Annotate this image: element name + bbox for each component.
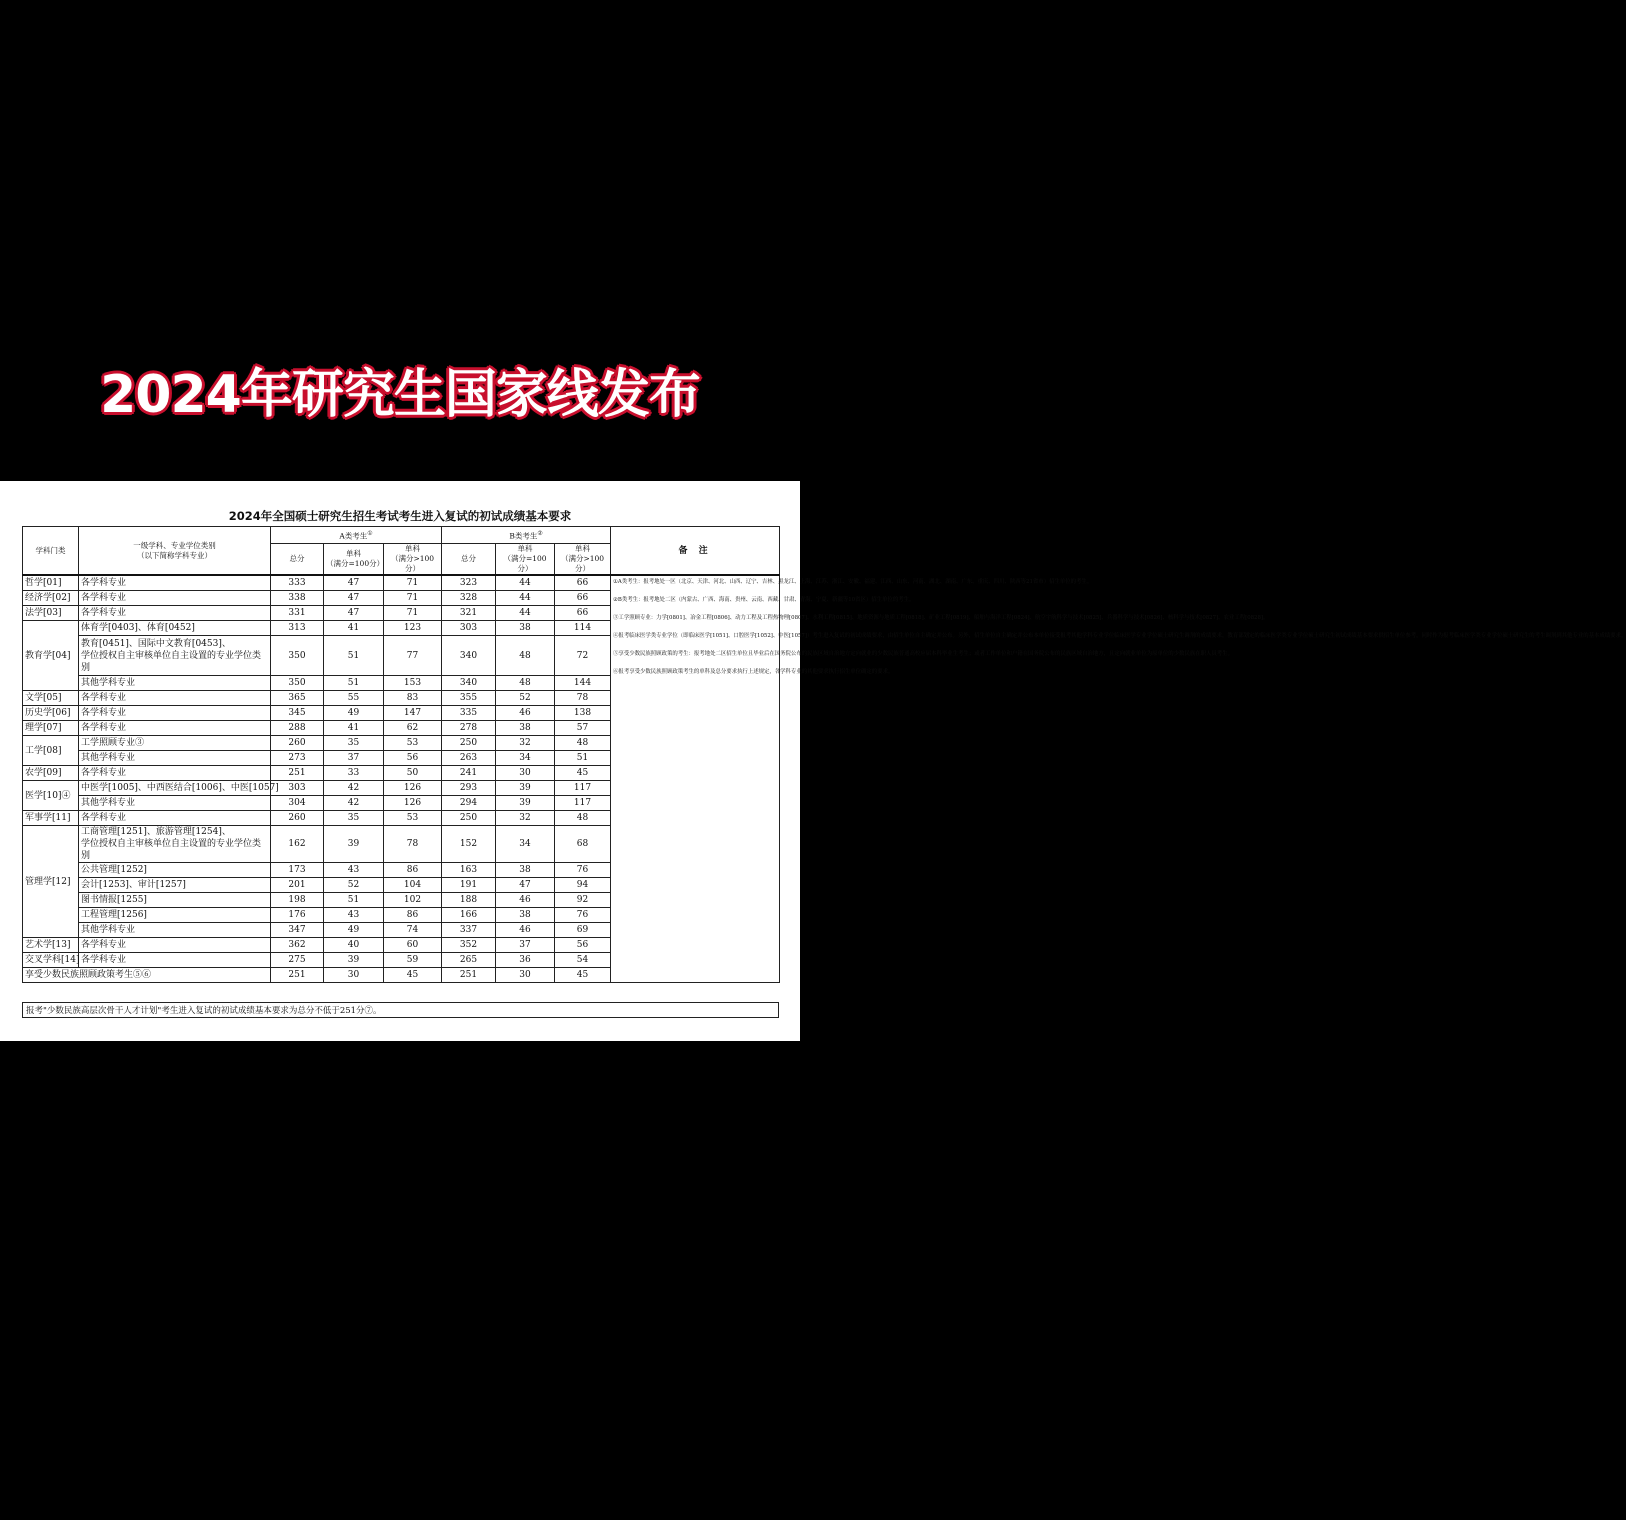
row-a-single-100: 41 bbox=[324, 721, 384, 736]
row-discipline: 各学科专业 bbox=[79, 938, 271, 953]
header-discipline-sub: （以下简称学科专业） bbox=[137, 550, 212, 560]
row-discipline: 各学科专业 bbox=[79, 606, 271, 621]
header-discipline bbox=[79, 527, 271, 576]
row-b-single-100: 37 bbox=[496, 938, 555, 953]
row-b-single-gt100: 66 bbox=[555, 591, 611, 606]
row-a-single-100: 51 bbox=[324, 893, 384, 908]
notes-cell bbox=[611, 575, 1626, 983]
row-discipline: 工商管理[1251]、旅游管理[1254]、 学位授权自主审核单位自主设置的专业学位类别 bbox=[79, 826, 271, 863]
row-a-single-gt100: 86 bbox=[384, 908, 442, 923]
header-b-single-100: 单科 （满分=100分） bbox=[496, 544, 555, 576]
header-a-total: 总分 bbox=[271, 544, 324, 576]
header-a-single-gt100: 单科 （满分>100分） bbox=[384, 544, 442, 576]
row-a-single-100: 40 bbox=[324, 938, 384, 953]
row-a-single-gt100: 153 bbox=[384, 676, 442, 691]
row-a-single-100: 51 bbox=[324, 636, 384, 676]
header-discipline-main: 一级学科、专业学位类别 bbox=[133, 540, 216, 550]
note-2: ②B类考生：报考地处二区（内蒙古、广西、海南、贵州、云南、西藏、甘肃、青海、宁夏、新疆等10省区）招生单位的考生。 bbox=[613, 597, 915, 603]
row-b-total: 265 bbox=[442, 953, 496, 968]
row-a-single-100: 33 bbox=[324, 766, 384, 781]
row-category: 经济学[02] bbox=[23, 591, 79, 606]
row-a-single-100: 30 bbox=[324, 968, 384, 983]
note-6: ⑥报考享受少数民族照顾政策考生的单科及总分要求执行上述规定，各学科专业的其他要求执行招生单位确定的要求。 bbox=[613, 669, 894, 675]
row-b-single-100: 46 bbox=[496, 923, 555, 938]
row-b-single-100: 46 bbox=[496, 893, 555, 908]
row-a-total: 331 bbox=[271, 606, 324, 621]
row-a-single-100: 41 bbox=[324, 621, 384, 636]
row-category: 交叉学科[14] bbox=[23, 953, 79, 968]
row-discipline: 各学科专业 bbox=[79, 691, 271, 706]
row-a-single-gt100: 50 bbox=[384, 766, 442, 781]
row-b-single-gt100: 72 bbox=[555, 636, 611, 676]
row-a-single-100: 42 bbox=[324, 796, 384, 811]
row-b-total: 188 bbox=[442, 893, 496, 908]
row-a-total: 251 bbox=[271, 766, 324, 781]
row-b-single-gt100: 117 bbox=[555, 796, 611, 811]
row-a-total: 288 bbox=[271, 721, 324, 736]
row-b-single-gt100: 56 bbox=[555, 938, 611, 953]
row-discipline: 教育[0451]、国际中文教育[0453]、 学位授权自主审核单位自主设置的专业学位类别 bbox=[79, 636, 271, 676]
document-title: 2024年全国硕士研究生招生考试考生进入复试的初试成绩基本要求 bbox=[228, 509, 572, 523]
row-b-total: 250 bbox=[442, 811, 496, 826]
row-b-total: 263 bbox=[442, 751, 496, 766]
row-a-total: 345 bbox=[271, 706, 324, 721]
row-a-single-100: 43 bbox=[324, 863, 384, 878]
row-a-single-100: 47 bbox=[324, 575, 384, 591]
row-b-total: 340 bbox=[442, 676, 496, 691]
row-b-single-gt100: 66 bbox=[555, 606, 611, 621]
row-b-single-gt100: 117 bbox=[555, 781, 611, 796]
row-a-single-100: 47 bbox=[324, 606, 384, 621]
row-discipline: 公共管理[1252] bbox=[79, 863, 271, 878]
row-a-total: 201 bbox=[271, 878, 324, 893]
row-discipline: 各学科专业 bbox=[79, 766, 271, 781]
row-discipline: 其他学科专业 bbox=[79, 676, 271, 691]
row-b-total: 340 bbox=[442, 636, 496, 676]
note-3: ③工学照顾专业：力学[0801]、冶金工程[0806]、动力工程及工程热物理[0807]、水利工程[0815]、地质资源与地质工程[0818]、矿业工程[0819]、船舶与海洋工程[0824]、航空宇航科学与技术[0825]、兵器科学与技术[0826]、核科学与技术[0827]、农业工程[0828]。 bbox=[613, 615, 1269, 621]
row-a-single-gt100: 71 bbox=[384, 575, 442, 591]
row-discipline: 各学科专业 bbox=[79, 591, 271, 606]
row-a-single-100: 42 bbox=[324, 781, 384, 796]
row-a-single-gt100: 53 bbox=[384, 811, 442, 826]
row-category: 军事学[11] bbox=[23, 811, 79, 826]
row-a-single-gt100: 71 bbox=[384, 591, 442, 606]
row-b-single-gt100: 76 bbox=[555, 908, 611, 923]
row-discipline: 各学科专业 bbox=[79, 953, 271, 968]
row-a-single-100: 43 bbox=[324, 908, 384, 923]
row-discipline: 中医学[1005]、中西医结合[1006]、中医[1057] bbox=[79, 781, 271, 796]
row-a-single-gt100: 77 bbox=[384, 636, 442, 676]
row-a-single-gt100: 45 bbox=[384, 968, 442, 983]
note-5: ⑤享受少数民族照顾政策的考生：报考地处二区招生单位且毕业后在国务院公布的民族区域自治地方定向就业的少数民族普通高校应届本科毕业生考生；或者工作单位和户籍在国务院公布的民族区域自治地方，且定向就业单位为原单位的少数民族在职人员考生。 bbox=[613, 651, 1233, 657]
row-category: 历史学[06] bbox=[23, 706, 79, 721]
row-b-total: 166 bbox=[442, 908, 496, 923]
row-a-single-gt100: 74 bbox=[384, 923, 442, 938]
row-b-single-100: 34 bbox=[496, 751, 555, 766]
row-a-single-100: 37 bbox=[324, 751, 384, 766]
header-group-b bbox=[442, 527, 611, 544]
row-b-total: 152 bbox=[442, 826, 496, 863]
row-b-total: 321 bbox=[442, 606, 496, 621]
row-b-single-100: 44 bbox=[496, 575, 555, 591]
row-a-total: 176 bbox=[271, 908, 324, 923]
row-a-single-100: 35 bbox=[324, 736, 384, 751]
row-b-single-100: 38 bbox=[496, 863, 555, 878]
row-b-single-100: 39 bbox=[496, 781, 555, 796]
row-category: 工学[08] bbox=[23, 736, 79, 766]
row-b-total: 250 bbox=[442, 736, 496, 751]
row-a-single-gt100: 60 bbox=[384, 938, 442, 953]
header-category: 学科门类 bbox=[23, 527, 79, 576]
row-b-single-gt100: 45 bbox=[555, 968, 611, 983]
row-a-single-100: 35 bbox=[324, 811, 384, 826]
row-a-total: 365 bbox=[271, 691, 324, 706]
row-a-single-100: 39 bbox=[324, 953, 384, 968]
header-notes: 备 注 bbox=[611, 527, 780, 576]
row-b-single-100: 46 bbox=[496, 706, 555, 721]
row-discipline: 各学科专业 bbox=[79, 721, 271, 736]
row-b-single-100: 38 bbox=[496, 721, 555, 736]
row-category: 享受少数民族照顾政策考生⑤⑥ bbox=[23, 968, 271, 983]
row-discipline: 会计[1253]、审计[1257] bbox=[79, 878, 271, 893]
note-4: ④报考临床医学类专业学位（即临床医学[1051]、口腔医学[1052]、中医[1057]）考生进入复试的初试成绩要求，由招生单位自主确定并公布。另外，招生单位自主确定并公布本单位接受报考其他学科专业学位临床医学专业学位硕士研究生调剂的成绩要求，教育部划定的临床医学类专业学位硕士研究生初试成绩基本要求供招生单位参考，同时作为报考临床医学类专业学位硕士研究生的考生调剂到其他专业的基本成绩要求。 bbox=[613, 633, 1626, 639]
row-b-single-gt100: 45 bbox=[555, 766, 611, 781]
row-b-single-gt100: 51 bbox=[555, 751, 611, 766]
row-b-single-gt100: 76 bbox=[555, 863, 611, 878]
row-a-single-100: 39 bbox=[324, 826, 384, 863]
row-b-total: 163 bbox=[442, 863, 496, 878]
row-b-single-100: 52 bbox=[496, 691, 555, 706]
row-b-total: 352 bbox=[442, 938, 496, 953]
row-b-single-gt100: 94 bbox=[555, 878, 611, 893]
row-b-single-gt100: 138 bbox=[555, 706, 611, 721]
row-a-single-gt100: 56 bbox=[384, 751, 442, 766]
row-a-single-gt100: 78 bbox=[384, 826, 442, 863]
row-b-total: 294 bbox=[442, 796, 496, 811]
row-a-total: 362 bbox=[271, 938, 324, 953]
row-category: 理学[07] bbox=[23, 721, 79, 736]
header-group-a-label: A类考生 bbox=[339, 531, 368, 541]
row-a-total: 260 bbox=[271, 736, 324, 751]
row-b-single-gt100: 114 bbox=[555, 621, 611, 636]
row-b-single-100: 34 bbox=[496, 826, 555, 863]
row-a-total: 251 bbox=[271, 968, 324, 983]
row-b-single-100: 30 bbox=[496, 766, 555, 781]
row-b-total: 328 bbox=[442, 591, 496, 606]
row-b-single-gt100: 68 bbox=[555, 826, 611, 863]
row-a-single-100: 49 bbox=[324, 706, 384, 721]
row-b-single-gt100: 66 bbox=[555, 575, 611, 591]
row-b-single-100: 38 bbox=[496, 621, 555, 636]
header-group-a bbox=[271, 527, 442, 544]
row-b-total: 323 bbox=[442, 575, 496, 591]
row-a-single-gt100: 71 bbox=[384, 606, 442, 621]
score-table bbox=[22, 526, 1626, 983]
header-b-single-gt100: 单科 （满分>100分） bbox=[555, 544, 611, 576]
row-discipline: 其他学科专业 bbox=[79, 796, 271, 811]
note-1: ①A类考生：报考地处一区（北京、天津、河北、山西、辽宁、吉林、黑龙江、上海、江苏、浙江、安徽、福建、江西、山东、河南、湖北、湖南、广东、重庆、四川、陕西等21省市）招生单位的考生。 bbox=[613, 579, 1093, 585]
row-a-total: 333 bbox=[271, 575, 324, 591]
row-b-single-gt100: 48 bbox=[555, 811, 611, 826]
row-b-single-100: 36 bbox=[496, 953, 555, 968]
row-a-single-gt100: 83 bbox=[384, 691, 442, 706]
row-b-total: 251 bbox=[442, 968, 496, 983]
row-discipline: 各学科专业 bbox=[79, 706, 271, 721]
row-b-total: 278 bbox=[442, 721, 496, 736]
row-a-single-gt100: 147 bbox=[384, 706, 442, 721]
row-b-total: 303 bbox=[442, 621, 496, 636]
row-category: 农学[09] bbox=[23, 766, 79, 781]
row-b-total: 293 bbox=[442, 781, 496, 796]
row-a-total: 260 bbox=[271, 811, 324, 826]
row-discipline: 其他学科专业 bbox=[79, 751, 271, 766]
row-a-total: 304 bbox=[271, 796, 324, 811]
row-a-total: 162 bbox=[271, 826, 324, 863]
header-b-total: 总分 bbox=[442, 544, 496, 576]
row-discipline: 体育学[0403]、体育[0452] bbox=[79, 621, 271, 636]
row-b-single-100: 48 bbox=[496, 676, 555, 691]
row-a-single-100: 47 bbox=[324, 591, 384, 606]
row-a-total: 303 bbox=[271, 781, 324, 796]
table-row bbox=[23, 575, 780, 591]
footnote: 报考"少数民族高层次骨干人才计划"考生进入复试的初试成绩基本要求为总分不低于251分⑦。 bbox=[22, 1002, 779, 1018]
header-group-a-mark: ① bbox=[367, 529, 373, 537]
row-a-single-gt100: 123 bbox=[384, 621, 442, 636]
row-discipline: 工程管理[1256] bbox=[79, 908, 271, 923]
row-a-total: 350 bbox=[271, 676, 324, 691]
row-a-total: 350 bbox=[271, 636, 324, 676]
row-discipline: 图书情报[1255] bbox=[79, 893, 271, 908]
header-a-single-100: 单科 （满分=100分） bbox=[324, 544, 384, 576]
row-a-single-100: 51 bbox=[324, 676, 384, 691]
header-group-b-mark: ② bbox=[537, 529, 543, 537]
row-a-single-gt100: 62 bbox=[384, 721, 442, 736]
row-category: 艺术学[13] bbox=[23, 938, 79, 953]
row-a-total: 313 bbox=[271, 621, 324, 636]
row-b-single-100: 32 bbox=[496, 811, 555, 826]
row-b-total: 355 bbox=[442, 691, 496, 706]
row-category: 教育学[04] bbox=[23, 621, 79, 691]
row-a-single-gt100: 53 bbox=[384, 736, 442, 751]
row-b-single-100: 44 bbox=[496, 591, 555, 606]
row-category: 法学[03] bbox=[23, 606, 79, 621]
row-a-single-gt100: 126 bbox=[384, 796, 442, 811]
row-category: 文学[05] bbox=[23, 691, 79, 706]
row-discipline: 各学科专业 bbox=[79, 575, 271, 591]
header-group-b-label: B类考生 bbox=[509, 531, 538, 541]
row-b-single-100: 30 bbox=[496, 968, 555, 983]
row-a-total: 347 bbox=[271, 923, 324, 938]
row-a-single-gt100: 59 bbox=[384, 953, 442, 968]
row-discipline: 工学照顾专业③ bbox=[79, 736, 271, 751]
row-b-total: 241 bbox=[442, 766, 496, 781]
row-category: 哲学[01] bbox=[23, 575, 79, 591]
row-a-total: 338 bbox=[271, 591, 324, 606]
row-b-single-gt100: 54 bbox=[555, 953, 611, 968]
document-page bbox=[0, 481, 1626, 1041]
row-b-single-100: 32 bbox=[496, 736, 555, 751]
headline: 2024年研究生国家线发布 bbox=[100, 365, 700, 425]
row-a-single-gt100: 86 bbox=[384, 863, 442, 878]
row-discipline: 其他学科专业 bbox=[79, 923, 271, 938]
row-a-total: 173 bbox=[271, 863, 324, 878]
row-b-single-gt100: 78 bbox=[555, 691, 611, 706]
row-b-single-gt100: 92 bbox=[555, 893, 611, 908]
row-a-single-gt100: 104 bbox=[384, 878, 442, 893]
row-b-single-100: 47 bbox=[496, 878, 555, 893]
row-a-single-gt100: 126 bbox=[384, 781, 442, 796]
row-b-single-100: 44 bbox=[496, 606, 555, 621]
row-category: 管理学[12] bbox=[23, 826, 79, 938]
row-b-total: 191 bbox=[442, 878, 496, 893]
row-a-total: 275 bbox=[271, 953, 324, 968]
row-b-total: 337 bbox=[442, 923, 496, 938]
row-b-single-gt100: 69 bbox=[555, 923, 611, 938]
row-discipline: 各学科专业 bbox=[79, 811, 271, 826]
row-b-single-100: 48 bbox=[496, 636, 555, 676]
row-b-total: 335 bbox=[442, 706, 496, 721]
row-category: 医学[10]④ bbox=[23, 781, 79, 811]
row-a-single-100: 52 bbox=[324, 878, 384, 893]
row-a-total: 198 bbox=[271, 893, 324, 908]
row-b-single-100: 39 bbox=[496, 796, 555, 811]
row-a-single-100: 49 bbox=[324, 923, 384, 938]
row-b-single-100: 38 bbox=[496, 908, 555, 923]
row-a-single-100: 55 bbox=[324, 691, 384, 706]
row-a-total: 273 bbox=[271, 751, 324, 766]
row-b-single-gt100: 48 bbox=[555, 736, 611, 751]
row-b-single-gt100: 57 bbox=[555, 721, 611, 736]
row-b-single-gt100: 144 bbox=[555, 676, 611, 691]
row-a-single-gt100: 102 bbox=[384, 893, 442, 908]
